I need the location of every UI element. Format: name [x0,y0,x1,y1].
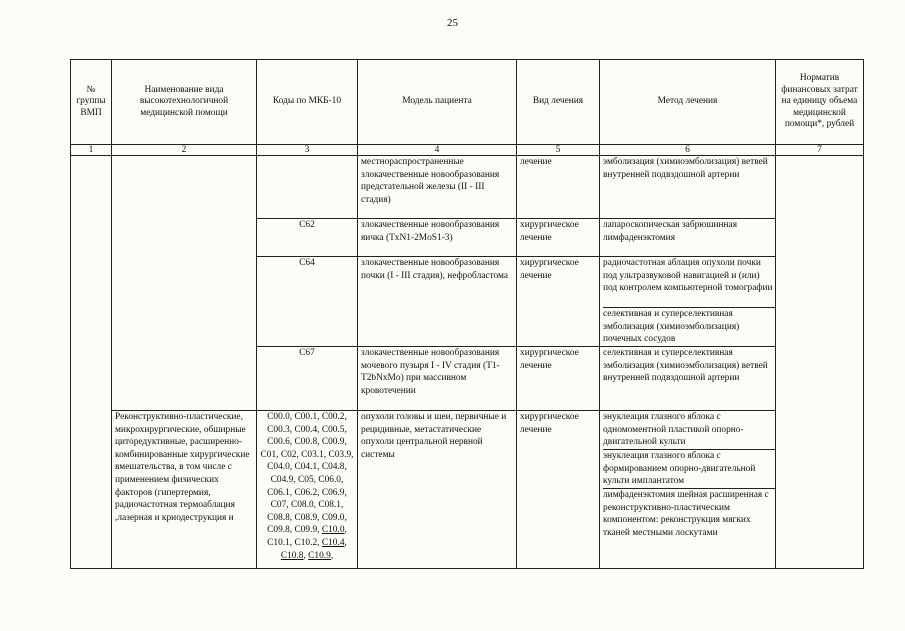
group-cell [71,156,112,569]
column-number: 4 [358,145,517,156]
code-link: C10.9 [308,550,331,561]
method-item: лимфаденэктомия шейная расширенная с реконструктивно-пластическим компонентом: реконструкция мягких тканей местными лоскутами [603,490,769,538]
method-cell: эмболизация (химиоэмболизация) ветвей внутренней подвздошной артерии [600,156,776,219]
codes-text: C00.0, C00.1, C00.2, C00.3, C00.4, C00.5, C00.6, C00.8, C00.9, C01, C02, C03.1, C03.9, C04.0, C04.1, C04.8, C04.9, C05, C06.0, C06.1, C06.2, C06.9, C07, C08.0, C08.1, C08.8, C08.9, C09.0, C09.8, C09.9, [260,412,354,536]
method-cell [600,411,776,569]
model-cell: злокачественные новообразования почки (I - III стадия), нефробластома [358,257,517,347]
method-item: энуклеация глазного яблока с одномоментной пластикой опорно-двигательной культи [603,411,775,450]
column-number: 1 [71,145,112,156]
method-cell: селективная и суперселективная эмболизация (химиоэмболизация) ветвей внутренней подвздошной артерии [600,347,776,411]
treatment-cell: хирургическое лечение [517,219,600,257]
norm-cell [776,156,864,569]
column-number: 7 [776,145,864,156]
method-cell: лапароскопическая забрюшинная лимфаденэктомия [600,219,776,257]
name-cell [112,156,257,411]
codes-text: , [303,550,306,561]
table-row [71,156,864,219]
codes-text: , [330,550,334,561]
column-number: 6 [600,145,776,156]
method-item: радиочастотная аблация опухоли почки под ультразвуковой навигацией и (или) под контролем компьютерной томографии [603,257,775,308]
name-cell: Реконструктивно-пластические, микрохирургические, обширные циторедуктивные, расширенно-комбинированные хирургические вмешательства, в том числе с применением физических факторов (гипертермия, радиочастотная термоаблация ,лазерная и криодеструкция и [112,411,257,569]
page-number: 25 [447,17,458,29]
table-header-row [71,60,864,145]
treatment-cell: лечение [517,156,600,219]
code-link: C10.0 [321,525,345,536]
header-name: Наименование вида высокотехнологичной медицинской помощи [112,60,257,145]
treatment-cell: хирургическое лечение [517,257,600,347]
method-cell [600,257,776,347]
code-cell: C67 [257,347,358,411]
column-number-row [71,145,864,156]
header-treatment: Вид лечения [517,60,600,145]
code-cell: C62 [257,219,358,257]
model-cell: опухоли головы и шеи, первичные и рецидивные, метастатические опухоли центральной нервной системы [358,411,517,569]
codes-cell [257,411,358,569]
code-cell [257,156,358,219]
method-item: селективная и суперселективная эмболизация (химиоэмболизация) почечных сосудов [603,309,740,345]
model-cell: злокачественные новообразования яичка (TxN1-2MoS1-3) [358,219,517,257]
treatment-cell: хирургическое лечение [517,411,600,569]
code-cell: C64 [257,257,358,347]
column-number: 5 [517,145,600,156]
header-codes: Коды по МКБ-10 [257,60,358,145]
codes-text: , C10.1, C10.2, [267,525,347,548]
method-item: энуклеация глазного яблока с формированием опорно-двигательной культи имплантатом [603,450,775,489]
treatment-cell: хирургическое лечение [517,347,600,411]
code-link: C10.4 [321,537,345,548]
header-group: № группы ВМП [71,60,112,145]
vmp-table [70,59,864,569]
table-row [71,411,864,569]
codes-text: , [344,537,347,548]
header-method: Метод лечения [600,60,776,145]
model-cell: местнораспространенные злокачественные новообразования предстательной железы (II - III стадия) [358,156,517,219]
code-link: C10.8 [280,550,304,561]
column-number: 2 [112,145,257,156]
header-model: Модель пациента [358,60,517,145]
column-number: 3 [257,145,358,156]
model-cell: злокачественные новообразования мочевого пузыря I - IV стадия (T1-T2bNxMo) при массивном кровотечении [358,347,517,411]
header-norm: Норматив финансовых затрат на единицу объема медицинской помощи*, рублей [776,60,864,145]
